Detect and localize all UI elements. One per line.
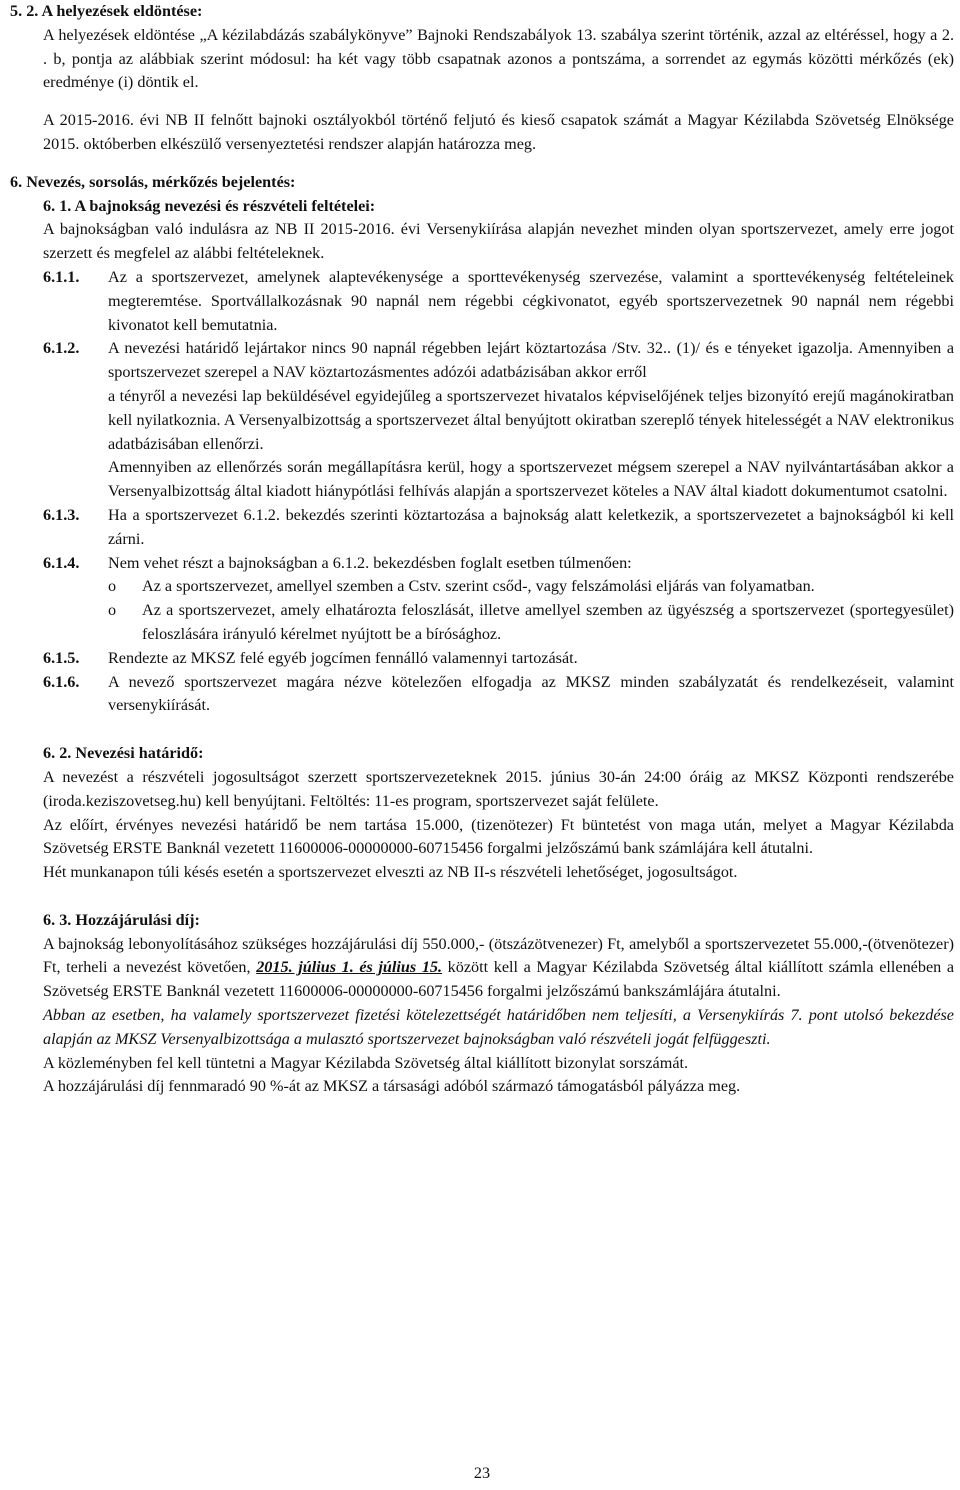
section-heading-5-2: 5. 2. A helyezések eldöntése: — [10, 2, 203, 20]
paragraph-remaining-fee: A hozzájárulási díj fennmaradó 90 %-át az MKSZ a társasági adóból származó támogatásból pályázza meg. — [43, 1077, 741, 1096]
clause-6-1-6 — [10, 671, 954, 719]
clause-6-1-2 — [10, 337, 954, 504]
paragraph-ranking: A helyezések eldöntése „A kézilabdázás szabálykönyve” Bajnoki Rendszabályok 13. szabálya szerint történik, azzal az eltéréssel, hogy a 2. . b, pontja az alábbiak szerint módosul: ha két vagy több csapatnak azonos a pontszáma, a sorrendet az egymás közötti mérkőzés (ek) eredménye (i) döntik el. — [43, 25, 954, 92]
paragraph-reference: A közleményben fel kell tüntetni a Magyar Kézilabda Szövetség által kiállított bizonylat sorszámát. — [43, 1053, 689, 1072]
section-heading-6: 6. Nevezés, sorsolás, mérkőzés bejelentés: — [10, 172, 296, 191]
clause-text-cont: Amennyiben az ellenőrzés során megállapításra kerül, hogy a sportszervezet mégsem szerepel a NAV nyilvántartásában akkor a Versenyalbizottság által kiadott hiánypótlási felhívás alapján a sportszervezet köteles a NAV által kiadott dokumentumot csatolni. — [108, 458, 954, 501]
clause-text: A nevezési határidő lejártakor nincs 90 napnál régebben lejárt köztartozása /Stv. 32.. (1)/ és e tényeket igazolja. Amennyiben a sportszervezet szerepel a NAV köztartozásmentes adózói adatbázisában akkor erről — [108, 339, 954, 382]
clause-text: Ha a sportszervezet 6.1.2. bekezdés szerinti köztartozása a bajnokság alatt keletkezik, a sportszervezetet a bajnokságból ki kell zárni. — [108, 505, 954, 548]
list-item — [10, 599, 954, 647]
list-item — [10, 575, 954, 599]
paragraph-suspension: Abban az esetben, ha valamely sportszervezet fizetési kötelezettségét határidőben nem teljesíti, a Versenykiírás 7. pont utolsó bekezdése alapján az MKSZ Versenyalbizottsága a mulasztó sportszervezet bajnokságban való részvételi jogát felfüggeszti. — [43, 1006, 954, 1048]
paragraph-penalty: Az előírt, érvényes nevezési határidő be nem tartása 15.000, (tizenötezer) Ft büntetést von maga után, melyet a Magyar Kézilabda Szövetség ERSTE Banknál vezetett 11600006-00000000-60715456 forgalmi jelzőszámú bank számlájára kell átutalni. — [43, 815, 954, 858]
paragraph-entry-intro: A bajnokságban való indulásra az NB II 2015-2016. évi Versenykiírása alapján nevezhet minden olyan sportszervezet, amely erre jogot szerzett és megfelel az alábbi feltételeknek. — [43, 220, 954, 263]
fee-due-dates: 2015. július 1. és július 15. — [256, 958, 443, 977]
list-item-text: Az a sportszervezet, amellyel szemben a Cstv. szerint csőd-, vagy felszámolási eljárás van folyamatban. — [142, 577, 815, 596]
clause-6-1-4 — [10, 552, 954, 576]
clause-number: 6.1.3. — [43, 505, 80, 524]
clause-text: Nem vehet részt a bajnokságban a 6.1.2. bekezdésben foglalt esetben túlmenően: — [108, 553, 632, 572]
clause-number: 6.1.2. — [43, 339, 80, 358]
clause-text: A nevező sportszervezet magára nézve kötelezően elfogadja az MKSZ minden szabályzatát és rendelkezéseit, valamint versenykiírását. — [108, 672, 954, 715]
section-heading-6-1: 6. 1. A bajnokság nevezési és részvételi feltételei: — [43, 196, 376, 215]
clause-text: Az a sportszervezet, amelynek alaptevékenysége a sporttevékenység szervezése, valamint a sporttevékenység feltételeinek megteremtése. Sportvállalkozásnak 90 napnál nem régebbi cégkivonatot, egyéb sportszervezetnek 90 napnál nem régebbi kivonatot kell bemutatnia. — [108, 267, 954, 334]
paragraph-late-entry: Hét munkanapon túli késés esetén a sportszervezet elveszti az NB II-s részvételi lehetőséget, jogosultságot. — [43, 863, 738, 882]
paragraph-deadline: A nevezést a részvételi jogosultságot szerzett sportszervezeteknek 2015. június 30-án 24:00 óráig az MKSZ Központi rendszerébe (iroda.keziszovetseg.hu) kell benyújtani. Feltöltés: 11-es program, sportszervezet saját felülete. — [43, 767, 954, 810]
clause-number: 6.1.6. — [43, 672, 80, 691]
section-heading-6-2: 6. 2. Nevezési határidő: — [43, 744, 204, 763]
bullet-icon: o — [108, 601, 117, 620]
bullet-icon: o — [108, 577, 117, 596]
section-heading-6-3: 6. 3. Hozzájárulási díj: — [43, 910, 200, 929]
clause-6-1-3 — [10, 504, 954, 552]
paragraph-fee: A bajnokság lebonyolításához szükséges hozzájárulási díj 550.000,- (ötszázötvenezer) Ft, amelyből a sportszervezetet 55.000,-(ötvenötezer) Ft, terheli a nevezést követően, 2015. július 1. és július 15. között kell a Magyar Kézilabda Szövetség által kiállított számla ellenében a Szövetség ERSTE Banknál vezetett 11600006-00000000-60715456 forgalmi jelzőszámú bankszámlájára átutalni. — [43, 934, 955, 1001]
list-item-text: Az a sportszervezet, amely elhatározta feloszlását, illetve amellyel szemben az ügyészség a sportszervezet (sportegyesület) feloszlására irányuló kérelmet nyújtott be a bírósághoz. — [142, 601, 954, 643]
clause-6-1-1 — [10, 266, 954, 337]
clause-text-cont: a tényről a nevezési lap beküldésével egyidejűleg a sportszervezet hivatalos képviselőjének teljes bizonyító erejű magánokiratban kell nyilatkoznia. A Versenyalbizottság a sportszervezet által benyújtott okiratban szereplő tények hitelességét a NAV elektronikus adatbázisában ellenőrzi. — [108, 386, 954, 453]
clause-number: 6.1.1. — [43, 267, 80, 286]
clause-number: 6.1.4. — [43, 553, 80, 572]
clause-6-1-5 — [10, 647, 954, 671]
page-number: 23 — [473, 1464, 491, 1482]
document-page — [10, 0, 955, 1482]
paragraph-promotion: A 2015-2016. évi NB II felnőtt bajnoki osztályokból történő feljutó és kieső csapatok számát a Magyar Kézilabda Szövetség Elnöksége 2015. októberben elkészülő versenyeztetési rendszer alapján határozza meg. — [43, 111, 954, 153]
clause-text: Rendezte az MKSZ felé egyéb jogcímen fennálló valamennyi tartozását. — [108, 648, 578, 667]
clause-number: 6.1.5. — [43, 648, 80, 667]
